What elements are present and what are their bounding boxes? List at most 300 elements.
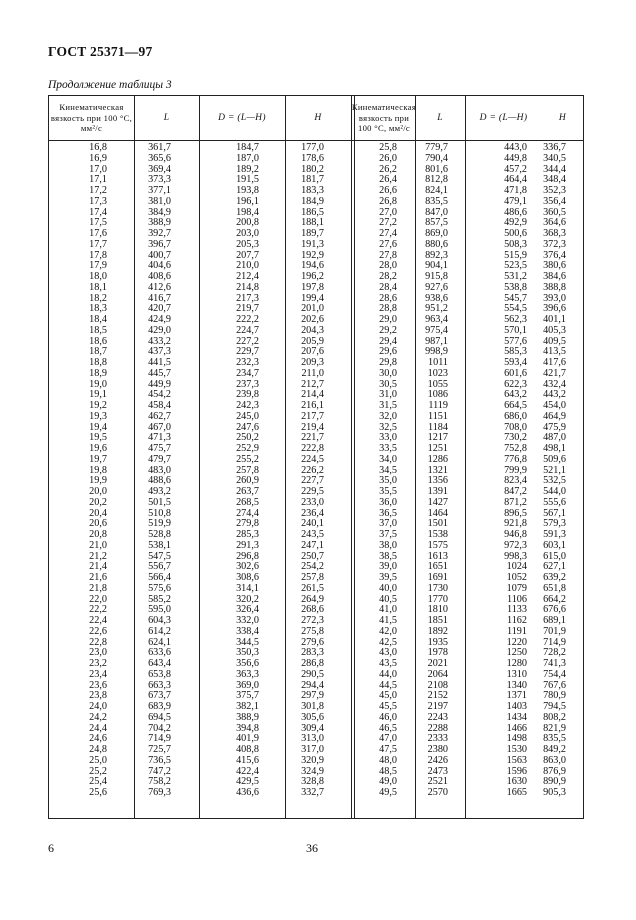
- right-l-cell: 2380: [427, 744, 448, 755]
- right-viscosity-cell: 29,6: [379, 346, 397, 358]
- right-viscosity-cell: 27,6: [379, 238, 397, 250]
- left-viscosity-cell: 18,2: [89, 292, 107, 304]
- left-h-cell: 272,3: [301, 615, 324, 626]
- right-d-cell: 500,6: [504, 228, 527, 239]
- right-h-cell: 890,9: [543, 776, 566, 788]
- left-d-cell: 245,0: [236, 410, 259, 422]
- left-d-cell: 382,1: [236, 701, 259, 712]
- right-h-cell: 651,8: [543, 582, 566, 594]
- right-viscosity-cell: 29,4: [379, 335, 397, 347]
- right-h-cell: 384,6: [543, 271, 566, 282]
- right-h-cell: 409,5: [543, 335, 566, 347]
- right-h-cell: 376,4: [543, 249, 566, 261]
- left-l-cell: 519,9: [148, 518, 171, 530]
- right-d-cell: 708,0: [504, 421, 527, 433]
- right-viscosity-cell: 45,5: [379, 701, 397, 712]
- right-l-cell: 1356: [427, 475, 448, 487]
- left-l-cell: 663,3: [148, 679, 171, 691]
- right-viscosity-cell: 48,5: [379, 765, 397, 777]
- right-d-cell: 1498: [506, 733, 527, 745]
- right-d-cell: 1596: [506, 765, 527, 777]
- right-l-cell: 1978: [427, 647, 448, 659]
- right-viscosity-cell: 44,0: [379, 668, 397, 680]
- right-l-cell: 987,1: [425, 335, 448, 347]
- left-l-cell: 714,9: [148, 733, 171, 745]
- left-d-cell: 320,2: [236, 593, 259, 605]
- left-h-cell: 257,8: [301, 572, 324, 583]
- left-d-cell: 408,8: [236, 744, 259, 755]
- left-viscosity-cell: 18,7: [89, 346, 107, 358]
- left-d-cell: 314,1: [236, 582, 259, 594]
- right-h-cell: 627,1: [543, 561, 566, 573]
- left-h-cell: 286,8: [301, 658, 324, 669]
- left-l-cell: 441,5: [148, 357, 171, 368]
- right-d-cell: 847,2: [504, 486, 527, 497]
- left-viscosity-cell: 18,9: [89, 367, 107, 379]
- right-d-cell: 643,2: [504, 389, 527, 401]
- left-h-cell: 236,4: [301, 507, 324, 519]
- right-h-cell: 487,0: [543, 432, 566, 444]
- left-l-cell: 433,2: [148, 335, 171, 347]
- right-h-cell: 380,6: [543, 260, 566, 272]
- left-viscosity-cell: 18,1: [89, 281, 107, 293]
- left-h-cell: 180,2: [301, 163, 324, 175]
- left-d-cell: 326,4: [236, 604, 259, 616]
- right-viscosity-cell: 37,0: [379, 518, 397, 530]
- right-viscosity-cell: 49,0: [379, 776, 397, 788]
- right-l-cell: 892,3: [425, 249, 448, 261]
- right-l-cell: 880,6: [425, 238, 448, 250]
- left-h-cell: 332,7: [301, 787, 324, 798]
- right-d-cell: 1079: [506, 582, 527, 594]
- left-viscosity-cell: 23,6: [89, 679, 107, 691]
- left-d-cell: 350,3: [236, 647, 259, 659]
- right-viscosity-cell: 32,0: [379, 410, 397, 422]
- right-l-cell: 1151: [428, 410, 448, 422]
- table-header: [49, 96, 583, 141]
- header-d-left: D = (L—H): [218, 112, 266, 123]
- left-l-cell: 694,5: [148, 711, 171, 723]
- right-h-cell: 368,3: [543, 228, 566, 239]
- right-h-cell: 780,9: [543, 690, 566, 702]
- right-h-cell: 454,0: [543, 400, 566, 411]
- left-d-cell: 214,8: [236, 281, 259, 293]
- right-h-cell: 794,5: [543, 701, 566, 712]
- left-h-cell: 283,3: [301, 647, 324, 659]
- right-h-cell: 728,2: [543, 647, 566, 659]
- right-h-cell: 767,6: [543, 679, 566, 691]
- left-viscosity-cell: 21,4: [89, 561, 107, 573]
- left-l-cell: 683,9: [148, 701, 171, 712]
- left-l-cell: 704,2: [148, 722, 171, 734]
- right-h-cell: 372,3: [543, 238, 566, 250]
- left-viscosity-cell: 19,2: [89, 400, 107, 411]
- header-l-right: L: [437, 112, 443, 123]
- right-viscosity-cell: 34,5: [379, 464, 397, 476]
- left-viscosity-cell: 22,6: [89, 625, 107, 637]
- right-h-cell: 336,7: [543, 142, 566, 153]
- left-viscosity-cell: 18,8: [89, 357, 107, 368]
- left-d-cell: 436,6: [236, 787, 259, 798]
- left-d-cell: 187,0: [236, 152, 259, 164]
- right-viscosity-cell: 27,8: [379, 249, 397, 261]
- right-h-cell: 591,3: [543, 529, 566, 540]
- right-d-cell: 523,5: [504, 260, 527, 272]
- left-viscosity-cell: 23,8: [89, 690, 107, 702]
- left-viscosity-cell: 24,6: [89, 733, 107, 745]
- right-d-cell: 1024: [506, 561, 527, 573]
- right-h-cell: 360,5: [543, 206, 566, 218]
- right-h-cell: 603,1: [543, 539, 566, 551]
- right-l-cell: 812,8: [425, 174, 448, 186]
- right-viscosity-cell: 26,8: [379, 195, 397, 207]
- right-d-cell: 1191: [507, 625, 527, 637]
- right-d-cell: 752,8: [504, 443, 527, 454]
- right-h-cell: 863,0: [543, 754, 566, 766]
- left-viscosity-cell: 20,0: [89, 486, 107, 497]
- left-h-cell: 219,4: [301, 421, 324, 433]
- right-h-cell: 475,9: [543, 421, 566, 433]
- right-l-cell: 857,5: [425, 217, 448, 229]
- right-d-cell: 593,4: [504, 357, 527, 368]
- right-l-cell: 938,6: [425, 292, 448, 304]
- left-h-cell: 297,9: [301, 690, 324, 702]
- left-d-cell: 344,5: [236, 636, 259, 648]
- left-h-cell: 199,4: [301, 292, 324, 304]
- left-h-cell: 275,8: [301, 625, 324, 637]
- left-l-cell: 400,7: [148, 249, 171, 261]
- left-l-cell: 747,2: [148, 765, 171, 777]
- header-h-right: H: [558, 112, 567, 123]
- left-h-cell: 254,2: [301, 561, 324, 573]
- right-viscosity-cell: 29,8: [379, 357, 397, 368]
- right-viscosity-cell: 44,5: [379, 679, 397, 691]
- right-d-cell: 545,7: [504, 292, 527, 304]
- left-h-cell: 264,9: [301, 593, 324, 605]
- right-viscosity-cell: 41,5: [379, 615, 397, 626]
- right-d-cell: 492,9: [504, 217, 527, 229]
- right-d-cell: 1665: [506, 787, 527, 798]
- left-d-cell: 263,7: [236, 486, 259, 497]
- right-h-cell: 579,3: [543, 518, 566, 530]
- right-h-cell: 532,5: [543, 475, 566, 487]
- right-h-cell: 714,9: [543, 636, 566, 648]
- left-viscosity-cell: 19,8: [89, 464, 107, 476]
- left-h-cell: 221,7: [301, 432, 324, 444]
- left-l-cell: 614,2: [148, 625, 171, 637]
- left-l-cell: 408,6: [148, 271, 171, 282]
- right-d-cell: 457,2: [504, 163, 527, 175]
- right-d-cell: 1220: [506, 636, 527, 648]
- right-h-cell: 835,5: [543, 733, 566, 745]
- left-d-cell: 217,3: [236, 292, 259, 304]
- left-viscosity-cell: 18,4: [89, 314, 107, 325]
- right-viscosity-cell: 42,0: [379, 625, 397, 637]
- left-l-cell: 633,6: [148, 647, 171, 659]
- left-h-cell: 233,0: [301, 496, 324, 508]
- right-d-cell: 1106: [507, 593, 527, 605]
- left-viscosity-cell: 19,4: [89, 421, 107, 433]
- left-d-cell: 252,9: [236, 443, 259, 454]
- right-h-cell: 615,0: [543, 550, 566, 562]
- right-d-cell: 601,6: [504, 367, 527, 379]
- left-viscosity-cell: 17,2: [89, 185, 107, 196]
- left-l-cell: 384,9: [148, 206, 171, 218]
- column-divider: [199, 96, 200, 818]
- left-h-cell: 214,4: [301, 389, 324, 401]
- left-h-cell: 290,5: [301, 668, 324, 680]
- left-l-cell: 736,5: [148, 754, 171, 766]
- right-h-cell: 639,2: [543, 572, 566, 583]
- left-l-cell: 445,7: [148, 367, 171, 379]
- left-d-cell: 429,5: [236, 776, 259, 788]
- right-d-cell: 998,3: [504, 550, 527, 562]
- left-h-cell: 196,2: [301, 271, 324, 282]
- header-viscosity-left: Кинематическая вязкость при 100 °С, мм²/с: [50, 102, 133, 134]
- left-viscosity-cell: 19,0: [89, 378, 107, 390]
- right-l-cell: 1935: [427, 636, 448, 648]
- right-d-cell: 664,5: [504, 400, 527, 411]
- right-l-cell: 2288: [427, 722, 448, 734]
- left-viscosity-cell: 19,9: [89, 475, 107, 487]
- right-d-cell: 486,6: [504, 206, 527, 218]
- right-l-cell: 824,1: [425, 185, 448, 196]
- left-l-cell: 566,4: [148, 572, 171, 583]
- right-viscosity-cell: 26,0: [379, 152, 397, 164]
- left-h-cell: 181,7: [301, 174, 324, 186]
- right-l-cell: 1538: [427, 529, 448, 540]
- right-viscosity-cell: 31,0: [379, 389, 397, 401]
- right-h-cell: 821,9: [543, 722, 566, 734]
- column-divider: [285, 96, 286, 818]
- right-d-cell: 538,8: [504, 281, 527, 293]
- right-h-cell: 567,1: [543, 507, 566, 519]
- left-h-cell: 212,7: [301, 378, 324, 390]
- right-viscosity-cell: 25,8: [379, 142, 397, 153]
- right-h-cell: 689,1: [543, 615, 566, 626]
- left-viscosity-cell: 17,5: [89, 217, 107, 229]
- left-h-cell: 320,9: [301, 754, 324, 766]
- left-d-cell: 196,1: [236, 195, 259, 207]
- right-d-cell: 508,3: [504, 238, 527, 250]
- left-d-cell: 227,2: [236, 335, 259, 347]
- right-d-cell: 799,9: [504, 464, 527, 476]
- right-viscosity-cell: 45,0: [379, 690, 397, 702]
- left-viscosity-cell: 17,7: [89, 238, 107, 250]
- left-l-cell: 501,5: [148, 496, 171, 508]
- left-l-cell: 429,0: [148, 324, 171, 336]
- right-l-cell: 779,7: [425, 142, 448, 153]
- left-h-cell: 224,5: [301, 453, 324, 465]
- left-d-cell: 363,3: [236, 668, 259, 680]
- left-d-cell: 250,2: [236, 432, 259, 444]
- left-l-cell: 396,7: [148, 238, 171, 250]
- right-viscosity-cell: 42,5: [379, 636, 397, 648]
- right-d-cell: 1563: [506, 754, 527, 766]
- left-l-cell: 416,7: [148, 292, 171, 304]
- left-l-cell: 643,4: [148, 658, 171, 669]
- left-d-cell: 207,7: [236, 249, 259, 261]
- right-d-cell: 1133: [507, 604, 527, 616]
- right-viscosity-cell: 28,0: [379, 260, 397, 272]
- header-h-left: H: [314, 112, 322, 123]
- left-l-cell: 471,3: [148, 432, 171, 444]
- left-viscosity-cell: 25,0: [89, 754, 107, 766]
- left-l-cell: 361,7: [148, 142, 171, 153]
- right-viscosity-cell: 39,0: [379, 561, 397, 573]
- right-d-cell: 1466: [506, 722, 527, 734]
- right-l-cell: 2521: [427, 776, 448, 788]
- left-viscosity-cell: 17,9: [89, 260, 107, 272]
- left-d-cell: 224,7: [236, 324, 259, 336]
- left-l-cell: 604,3: [148, 615, 171, 626]
- left-d-cell: 184,7: [236, 142, 259, 153]
- left-viscosity-cell: 24,0: [89, 701, 107, 712]
- left-d-cell: 193,8: [236, 185, 259, 196]
- right-viscosity-cell: 31,5: [379, 400, 397, 411]
- left-h-cell: 201,0: [301, 303, 324, 315]
- right-l-cell: 915,8: [425, 271, 448, 282]
- left-d-cell: 274,4: [236, 507, 259, 519]
- left-viscosity-cell: 22,4: [89, 615, 107, 626]
- right-h-cell: 808,2: [543, 711, 566, 723]
- left-h-cell: 204,3: [301, 324, 324, 336]
- left-viscosity-cell: 20,8: [89, 529, 107, 540]
- right-d-cell: 443,0: [504, 142, 527, 153]
- right-viscosity-cell: 28,8: [379, 303, 397, 315]
- right-h-cell: 544,0: [543, 486, 566, 497]
- left-d-cell: 242,3: [236, 400, 259, 411]
- right-viscosity-cell: 36,5: [379, 507, 397, 519]
- left-h-cell: 207,6: [301, 346, 324, 358]
- right-d-cell: 531,2: [504, 271, 527, 282]
- left-h-cell: 177,0: [301, 142, 324, 153]
- left-d-cell: 375,7: [236, 690, 259, 702]
- left-d-cell: 198,4: [236, 206, 259, 218]
- right-l-cell: 2197: [427, 701, 448, 712]
- left-l-cell: 462,7: [148, 410, 171, 422]
- right-viscosity-cell: 34,0: [379, 453, 397, 465]
- right-viscosity-cell: 39,5: [379, 572, 397, 583]
- right-l-cell: 2152: [427, 690, 448, 702]
- left-d-cell: 369,0: [236, 679, 259, 691]
- right-h-cell: 405,3: [543, 324, 566, 336]
- right-l-cell: 1184: [428, 421, 448, 433]
- right-viscosity-cell: 40,5: [379, 593, 397, 605]
- left-h-cell: 194,6: [301, 260, 324, 272]
- right-l-cell: 1119: [428, 400, 448, 411]
- left-viscosity-cell: 20,6: [89, 518, 107, 530]
- right-d-cell: 554,5: [504, 303, 527, 315]
- right-h-cell: 348,4: [543, 174, 566, 186]
- right-d-cell: 921,8: [504, 518, 527, 530]
- left-h-cell: 279,6: [301, 636, 324, 648]
- left-h-cell: 188,1: [301, 217, 324, 229]
- right-h-cell: 464,9: [543, 410, 566, 422]
- table-continuation-caption: Продолжение таблицы 3: [48, 79, 172, 91]
- left-viscosity-cell: 23,0: [89, 647, 107, 659]
- left-d-cell: 279,8: [236, 518, 259, 530]
- right-d-cell: 871,2: [504, 496, 527, 508]
- right-l-cell: 2021: [427, 658, 448, 669]
- right-h-cell: 417,6: [543, 357, 566, 368]
- right-l-cell: 1613: [427, 550, 448, 562]
- right-l-cell: 2108: [427, 679, 448, 691]
- left-d-cell: 332,0: [236, 615, 259, 626]
- left-viscosity-cell: 18,6: [89, 335, 107, 347]
- right-viscosity-cell: 26,4: [379, 174, 397, 186]
- left-h-cell: 247,1: [301, 539, 324, 551]
- right-viscosity-cell: 49,5: [379, 787, 397, 798]
- left-h-cell: 309,4: [301, 722, 324, 734]
- left-l-cell: 769,3: [148, 787, 171, 798]
- left-l-cell: 585,2: [148, 593, 171, 605]
- left-l-cell: 653,8: [148, 668, 171, 680]
- left-l-cell: 758,2: [148, 776, 171, 788]
- right-h-cell: 676,6: [543, 604, 566, 616]
- right-viscosity-cell: 40,0: [379, 582, 397, 594]
- left-h-cell: 227,7: [301, 475, 324, 487]
- right-viscosity-cell: 32,5: [379, 421, 397, 433]
- left-l-cell: 556,7: [148, 561, 171, 573]
- left-h-cell: 184,9: [301, 195, 324, 207]
- left-h-cell: 240,1: [301, 518, 324, 530]
- left-l-cell: 454,2: [148, 389, 171, 401]
- right-l-cell: 1770: [427, 593, 448, 605]
- right-l-cell: 1851: [427, 615, 448, 626]
- left-viscosity-cell: 24,4: [89, 722, 107, 734]
- right-d-cell: 562,3: [504, 314, 527, 325]
- left-viscosity-cell: 24,8: [89, 744, 107, 755]
- right-h-cell: 352,3: [543, 185, 566, 196]
- right-d-cell: 577,6: [504, 335, 527, 347]
- left-d-cell: 268,5: [236, 496, 259, 508]
- right-h-cell: 413,5: [543, 346, 566, 358]
- left-h-cell: 226,2: [301, 464, 324, 476]
- right-viscosity-cell: 27,4: [379, 228, 397, 239]
- left-d-cell: 200,8: [236, 217, 259, 229]
- left-l-cell: 467,0: [148, 421, 171, 433]
- left-viscosity-cell: 19,7: [89, 453, 107, 465]
- right-h-cell: 754,4: [543, 668, 566, 680]
- left-h-cell: 217,7: [301, 410, 324, 422]
- right-viscosity-cell: 30,0: [379, 367, 397, 379]
- right-d-cell: 1530: [506, 744, 527, 755]
- left-l-cell: 458,4: [148, 400, 171, 411]
- page-number-center: 36: [306, 841, 318, 855]
- right-l-cell: 2064: [427, 668, 448, 680]
- left-d-cell: 237,3: [236, 378, 259, 390]
- left-d-cell: 285,3: [236, 529, 259, 540]
- left-viscosity-cell: 25,6: [89, 787, 107, 798]
- left-h-cell: 209,3: [301, 357, 324, 368]
- right-l-cell: 1321: [427, 464, 448, 476]
- column-divider-double: [351, 96, 355, 818]
- left-h-cell: 250,7: [301, 550, 324, 562]
- right-l-cell: 1011: [428, 357, 448, 368]
- left-viscosity-cell: 18,0: [89, 271, 107, 282]
- left-h-cell: 211,0: [301, 367, 324, 379]
- left-d-cell: 255,2: [236, 453, 259, 465]
- left-d-cell: 191,5: [236, 174, 259, 186]
- right-d-cell: 730,2: [504, 432, 527, 444]
- right-viscosity-cell: 33,0: [379, 432, 397, 444]
- right-d-cell: 1371: [506, 690, 527, 702]
- right-l-cell: 1691: [427, 572, 448, 583]
- right-viscosity-cell: 43,5: [379, 658, 397, 669]
- left-viscosity-cell: 22,2: [89, 604, 107, 616]
- right-d-cell: 1340: [506, 679, 527, 691]
